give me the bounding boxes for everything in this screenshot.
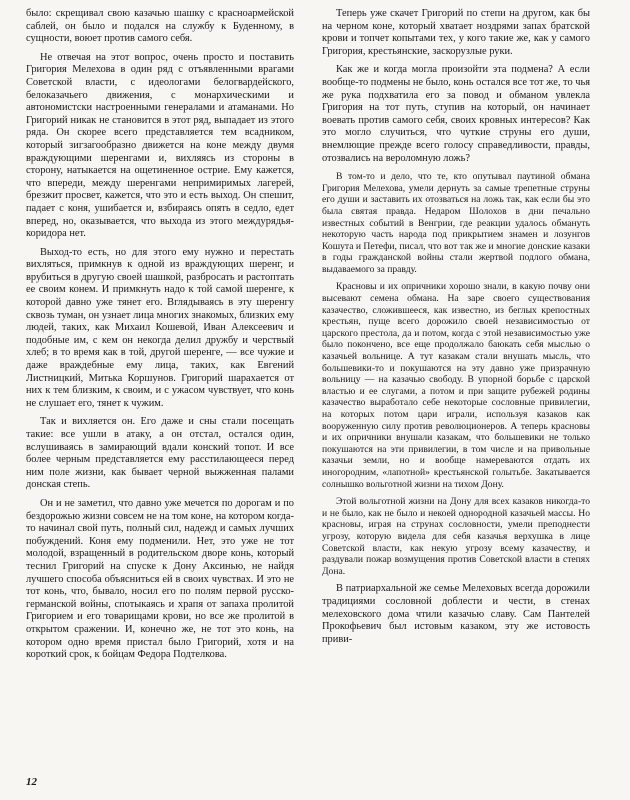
paragraph: Как же и когда могла произойти эта подмена? А если вообще-то подмены не было, конь остался все тот же, то чья же рука подхватила его за повод и обманом увлекла Григория на тот путь, ступив на который, он начинает воевать против самого себя, своих кровных интересов? Как это могло случиться, что чуткие струны его души, внемлющие прежде всего голосу справедливости, правды, отозвались на вероломную ложь? xyxy=(322,64,590,164)
paragraph: Он и не заметил, что давно уже мечется по дорогам и по бездорожью жизни совсем не на том коне, на котором когда-то начинал свой путь, полный сил, надежд и самых лучших побуждений. Коня ему подменили. Нет, это уже не тот молодой, взращенный в родительском дворе конь, который теснил Григорий на спуске к Дону Аксинью, не найдя лучшего способа объясниться ей в своих чувствах. И это не тот конь, что, бывало, носил его по полям первой русско-германской войны, спотыкаясь и храпя от запаха пролитой Григорием и его товарищами крови, но все же пролитой в открытом сражении. И, конечно же, не тот это конь, на котором одно время пристал было Григорий, хотя и на короткий срок, к бойцам Федора Подтелкова. xyxy=(26,497,294,661)
paragraph: В патриархальной же семье Мелеховых всегда дорожили традициями сословной доблести и чести, в стенах мелеховского дома чтили казачью славу. Сам Пантелей Прокофьевич был истовым казаком, эту же истовость приви- xyxy=(322,583,590,645)
left-column xyxy=(26,8,294,668)
paragraph: Красновы и их опричники хорошо знали, в какую почву они высевают семена обмана. На заре своего существования казачество, сложившееся, как известно, из беглых крепостных крестьян, пуще всего дорожило своей независимостью от царского престола, да и потом, когда с этой независимостью уже было покончено, все еще продолжало баюкать себя мыслью о казачьей вольнице. А тут казакам стали внушать мысль, что большевики-то и покушаются на эту давно уже призрачную вольницу — на казачью свободу. В упорной борьбе с царской властью и ее слугами, а потом и при защите рубежей родины казачество выработало себе некоторые сословные привилегии, на которых потом цари играли, используя казаков как вооруженную силу против революционеров. А теперь красновы и их опричники внушали казакам, что большевики не только покушаются на эти привилегии, в том числе и на привольные казачьи земли, но и вообще намереваются отдать их иногородним, «лапотной» крестьянской голытьбе. Закатывается солнышко вольготной жизни на тихом Дону. xyxy=(322,281,590,490)
paragraph: Так и вихляется он. Его даже и сны стали посещать такие: все ушли в атаку, а он отстал, остался один, вслушиваясь в замирающий вдали конский топот. И все более черным представляется ему расстилающееся перед ним поле жизни, как бывает черной выжженная палами донская степь. xyxy=(26,416,294,491)
paragraph: было: скрещивал свою казачью шашку с красноармейской саблей, он было и подался на службу к Буденному, в сущности, воюет против самого себя. xyxy=(26,8,294,45)
paragraph: Теперь уже скачет Григорий по степи на другом, как бы на черном коне, который хватает ноздрями запах братской крови и топчет копытами тех, у кого такие же, как у самого Григория, крестьянские, заскорузлые руки. xyxy=(322,8,590,57)
page-number: 12 xyxy=(26,776,37,788)
right-column xyxy=(322,8,590,652)
paragraph: Этой вольготной жизни на Дону для всех казаков никогда-то и не было, как не было и некоей однородной казачьей массы. Но красновы, играя на струнах сословности, умели преподнести угрозу, которую видела для себя казачья верхушка в лице Советской власти, как некую угрозу всему казачеству, и раздували пожар возмущения против Советской власти в степях Дона. xyxy=(322,496,590,577)
paragraph: В том-то и дело, что те, кто опутывал паутиной обмана Григория Мелехова, умели дернуть за самые трепетные струны его души и заставить их отозваться на ложь так, как если бы это была святая правда. Недаром Шолохов в дни печально известных событий в Венгрии, где реакции удалось обмануть некоторую часть народа под прикрытием знамен и лозунгов Кошута и Петефи, писал, что вот так же и многие донские казаки в годы гражданской войны стали жертвой подлого обмана, выдаваемого за правду. xyxy=(322,171,590,275)
paragraph: Выход-то есть, но для этого ему нужно и перестать вихляться, примкнув к одной из враждующих шеренг, и врубиться в другую своей шашкой, разбросать и растоптать ее своим конем. И примкнуть надо к той самой шеренге, к которой давно уже тянет его. Вглядываясь в эту шеренгу сквозь туман, он узнает лица многих знакомых, близких ему людей, таких, как Михаил Кошевой, Иван Алексеевич и подобные им, с кем он некогда делил дружбу и черствый хлеб; в то время как в той, другой шеренге, — все чужие и даже враждебные ему лица, таких, как Евгений Листницкий, Митька Коршунов. Григорий шарахается от них к тем близким, к своим, и с ужасом чувствует, что конь не слушает его, тянет к чужим. xyxy=(26,246,294,409)
paragraph: Не отвечая на этот вопрос, очень просто и поставить Григория Мелехова в один ряд с отъявленными врагами Советской власти, с идеологами белогвардейского, белоказачьего движения, с монархическими и автономистски настроенными генералами и атаманами. Но Григорий никак не становится в этот ряд, выпадает из этого ряда. Он скорее всего представляется тем всадником, который зигзагообразно движется на коне между двумя враждующими шеренгами и, вихляясь из стороны в сторону, натыкается на ощетиненное острие. Ему кажется, что впереди, между шеренгами непримиримых лагерей, брезжит просвет, кажется, что это и есть выход. Он спешит, падает с коня, ушибается и, взбираясь опять в седло, едет вперед, но, оказывается, что выхода из этого междурядья-коридора нет. xyxy=(26,51,294,240)
